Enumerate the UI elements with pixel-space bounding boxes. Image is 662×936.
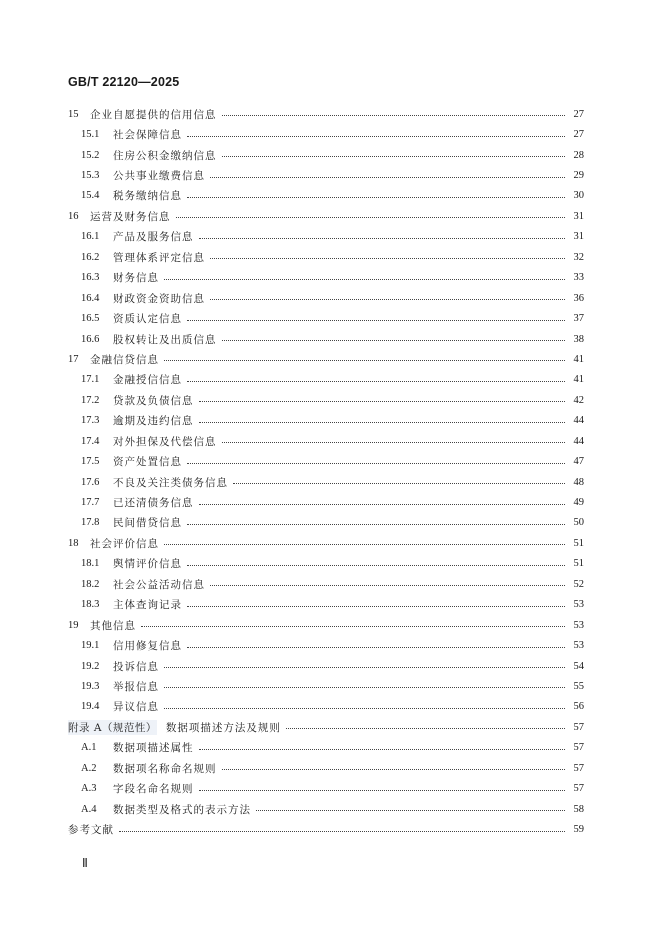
- toc-entry-number: 18: [68, 537, 79, 549]
- toc-entry-title: 社会评价信息: [90, 537, 159, 550]
- toc-entry[interactable]: [68, 635, 584, 655]
- toc-entry[interactable]: [68, 390, 584, 410]
- toc-entry-page: 41: [573, 353, 584, 365]
- toc-entry-title: 社会公益活动信息: [113, 578, 205, 591]
- dot-leader: [256, 809, 565, 811]
- toc-entry-title: 对外担保及代偿信息: [113, 435, 217, 448]
- dot-leader: [199, 748, 566, 750]
- toc-entry[interactable]: [68, 676, 584, 696]
- table-of-contents: [68, 104, 584, 840]
- toc-entry-page: 48: [573, 476, 584, 488]
- dot-leader: [164, 359, 565, 361]
- toc-entry[interactable]: [68, 186, 584, 206]
- dot-leader: [210, 584, 565, 586]
- toc-entry-title: 数据项描述属性: [113, 742, 194, 755]
- toc-entry-number: A.2: [81, 762, 97, 774]
- toc-entry-page: 55: [573, 680, 584, 692]
- toc-entry-number: 16.2: [81, 251, 100, 263]
- toc-entry-title: 数据项名称命名规则: [113, 762, 217, 775]
- toc-entry[interactable]: [68, 145, 584, 165]
- toc-entry-number: 17: [68, 353, 79, 365]
- toc-entry-number: 17.1: [81, 374, 100, 386]
- dot-leader: [187, 196, 565, 198]
- toc-entry-page: 53: [573, 640, 584, 652]
- toc-entry-title: 已还清债务信息: [113, 497, 194, 510]
- toc-entry-title: 公共事业缴费信息: [113, 170, 205, 183]
- toc-entry-number: 16.4: [81, 292, 100, 304]
- dot-leader: [187, 523, 565, 525]
- dot-leader: [210, 298, 565, 300]
- toc-entry-page: 56: [573, 701, 584, 713]
- toc-entry[interactable]: [68, 227, 584, 247]
- toc-entry-number: 18.3: [81, 599, 100, 611]
- toc-entry-number: 15.3: [81, 170, 100, 182]
- dot-leader: [222, 155, 566, 157]
- toc-entry-page: 31: [573, 210, 584, 222]
- toc-entry-title: 其他信息: [90, 619, 136, 632]
- toc-entry-number: 15: [68, 108, 79, 120]
- toc-entry[interactable]: [68, 431, 584, 451]
- toc-entry-title: 产品及服务信息: [113, 231, 194, 244]
- toc-entry-page: 59: [573, 824, 584, 836]
- toc-entry[interactable]: [68, 288, 584, 308]
- toc-entry[interactable]: [68, 717, 584, 737]
- toc-entry-number: 18.2: [81, 578, 100, 590]
- toc-entry-title: 不良及关注类债务信息: [113, 476, 228, 489]
- toc-entry[interactable]: [68, 758, 584, 778]
- toc-entry-title: 运营及财务信息: [90, 210, 171, 223]
- toc-entry-number: 17.3: [81, 415, 100, 427]
- toc-entry[interactable]: [68, 104, 584, 124]
- dot-leader: [187, 135, 565, 137]
- dot-leader: [222, 339, 566, 341]
- dot-leader: [199, 400, 566, 402]
- toc-entry-title: 异议信息: [113, 701, 159, 714]
- dot-leader: [199, 789, 566, 791]
- toc-entry[interactable]: [68, 165, 584, 185]
- toc-entry[interactable]: [68, 329, 584, 349]
- toc-entry-page: 52: [573, 578, 584, 590]
- dot-leader: [164, 666, 565, 668]
- dot-leader: [187, 564, 565, 566]
- toc-entry-number: 16: [68, 210, 79, 222]
- toc-entry-number: A.1: [81, 742, 97, 754]
- dot-leader: [187, 462, 565, 464]
- toc-entry[interactable]: [68, 124, 584, 144]
- toc-entry-page: 33: [573, 272, 584, 284]
- toc-entry-number: 19: [68, 619, 79, 631]
- toc-entry-number: 17.6: [81, 476, 100, 488]
- toc-entry-page: 32: [573, 251, 584, 263]
- page-number: Ⅱ: [82, 856, 88, 870]
- dot-leader: [199, 421, 566, 423]
- toc-entry-title: 投诉信息: [113, 660, 159, 673]
- toc-entry-page: 57: [573, 783, 584, 795]
- toc-entry-page: 51: [573, 558, 584, 570]
- toc-entry-title: 住房公积金缴纳信息: [113, 149, 217, 162]
- toc-entry-page: 28: [573, 149, 584, 161]
- dot-leader: [187, 605, 565, 607]
- toc-entry-title: 金融信贷信息: [90, 353, 159, 366]
- toc-entry-number: 19.2: [81, 660, 100, 672]
- dot-leader: [199, 503, 566, 505]
- toc-entry[interactable]: [68, 451, 584, 471]
- toc-entry-number: 16.1: [81, 231, 100, 243]
- toc-entry-number: 16.3: [81, 272, 100, 284]
- toc-entry[interactable]: [68, 697, 584, 717]
- toc-entry-page: 57: [573, 721, 584, 733]
- toc-entry[interactable]: [68, 819, 584, 839]
- toc-entry-title: 主体查询记录: [113, 599, 182, 612]
- toc-entry[interactable]: [68, 206, 584, 226]
- dot-leader: [164, 278, 565, 280]
- toc-entry-page: 27: [573, 108, 584, 120]
- toc-entry-title: 股权转让及出质信息: [113, 333, 217, 346]
- toc-entry-title: 举报信息: [113, 680, 159, 693]
- toc-entry-page: 30: [573, 190, 584, 202]
- dot-leader: [222, 114, 566, 116]
- toc-entry-page: 53: [573, 599, 584, 611]
- toc-entry-title: 数据类型及格式的表示方法: [113, 803, 251, 816]
- toc-entry-title: 社会保障信息: [113, 129, 182, 142]
- toc-entry-title: 财政资金资助信息: [113, 292, 205, 305]
- toc-entry-page: 41: [573, 374, 584, 386]
- toc-entry-title: 民间借贷信息: [113, 517, 182, 530]
- toc-entry-page: 57: [573, 742, 584, 754]
- dot-leader: [187, 380, 565, 382]
- toc-entry[interactable]: [68, 370, 584, 390]
- dot-leader: [222, 768, 566, 770]
- dot-leader: [210, 176, 565, 178]
- toc-entry[interactable]: [68, 533, 584, 553]
- toc-entry-page: 37: [573, 313, 584, 325]
- toc-entry-page: 36: [573, 292, 584, 304]
- toc-entry-page: 47: [573, 456, 584, 468]
- dot-leader: [187, 646, 565, 648]
- dot-leader: [119, 830, 565, 832]
- toc-entry-number: 15.4: [81, 190, 100, 202]
- toc-entry-page: 38: [573, 333, 584, 345]
- dot-leader: [233, 482, 565, 484]
- toc-entry-page: 58: [573, 803, 584, 815]
- toc-entry-page: 31: [573, 231, 584, 243]
- toc-entry-number: 17.7: [81, 497, 100, 509]
- toc-entry-title: 资产处置信息: [113, 456, 182, 469]
- toc-entry[interactable]: [68, 411, 584, 431]
- toc-entry[interactable]: [68, 738, 584, 758]
- toc-entry-number: 16.6: [81, 333, 100, 345]
- toc-entry-page: 51: [573, 537, 584, 549]
- toc-entry[interactable]: [68, 349, 584, 369]
- toc-entry-title: 税务缴纳信息: [113, 190, 182, 203]
- toc-entry-page: 57: [573, 762, 584, 774]
- toc-entry-title: 参考文献: [68, 824, 114, 837]
- toc-entry-page: 54: [573, 660, 584, 672]
- dot-leader: [187, 319, 565, 321]
- dot-leader: [176, 216, 566, 218]
- toc-entry-title: 金融授信信息: [113, 374, 182, 387]
- toc-entry[interactable]: [68, 656, 584, 676]
- toc-entry[interactable]: [68, 492, 584, 512]
- toc-entry-page: 29: [573, 170, 584, 182]
- toc-entry-title: 资质认定信息: [113, 313, 182, 326]
- toc-entry-title: 字段名命名规则: [113, 783, 194, 796]
- toc-entry[interactable]: [68, 247, 584, 267]
- toc-entry-page: 27: [573, 129, 584, 141]
- toc-entry[interactable]: [68, 778, 584, 798]
- toc-entry-title: 逾期及违约信息: [113, 415, 194, 428]
- dot-leader: [164, 686, 565, 688]
- toc-entry-page: 49: [573, 497, 584, 509]
- toc-entry[interactable]: [68, 268, 584, 288]
- toc-entry-number: 17.2: [81, 394, 100, 406]
- toc-entry-number: 15.1: [81, 129, 100, 141]
- toc-entry[interactable]: [68, 554, 584, 574]
- dot-leader: [199, 237, 566, 239]
- dot-leader: [210, 257, 565, 259]
- toc-entry-title: 管理体系评定信息: [113, 251, 205, 264]
- toc-entry-title: 贷款及负债信息: [113, 394, 194, 407]
- toc-entry[interactable]: [68, 799, 584, 819]
- toc-entry-number: A.4: [81, 803, 97, 815]
- dot-leader: [286, 727, 565, 729]
- toc-entry-title: 信用修复信息: [113, 640, 182, 653]
- toc-entry[interactable]: [68, 513, 584, 533]
- toc-entry-number: 19.4: [81, 701, 100, 713]
- toc-entry-number: 17.4: [81, 435, 100, 447]
- toc-entry-title: 企业自愿提供的信用信息: [90, 108, 217, 121]
- toc-entry[interactable]: [68, 308, 584, 328]
- dot-leader: [164, 543, 565, 545]
- toc-entry-title: 财务信息: [113, 272, 159, 285]
- toc-entry-page: 53: [573, 619, 584, 631]
- toc-entry-number: 17.8: [81, 517, 100, 529]
- toc-entry-number: 17.5: [81, 456, 100, 468]
- toc-entry[interactable]: [68, 615, 584, 635]
- toc-entry-page: 44: [573, 435, 584, 447]
- toc-entry-number: 15.2: [81, 149, 100, 161]
- toc-entry[interactable]: [68, 574, 584, 594]
- toc-entry-number: 18.1: [81, 558, 100, 570]
- toc-entry-title: 数据项描述方法及规则: [165, 721, 281, 734]
- dot-leader: [222, 441, 566, 443]
- standard-number: GB/T 22120—2025: [68, 75, 180, 89]
- toc-entry-page: 44: [573, 415, 584, 427]
- toc-entry-number: 附录 A（规范性）: [68, 721, 157, 734]
- toc-entry[interactable]: [68, 472, 584, 492]
- toc-entry-number: A.3: [81, 783, 97, 795]
- toc-entry-number: 19.1: [81, 640, 100, 652]
- dot-leader: [164, 707, 565, 709]
- toc-entry-number: 19.3: [81, 680, 100, 692]
- toc-entry-number: 16.5: [81, 313, 100, 325]
- dot-leader: [141, 625, 565, 627]
- toc-entry[interactable]: [68, 595, 584, 615]
- toc-entry-page: 50: [573, 517, 584, 529]
- toc-entry-page: 42: [573, 394, 584, 406]
- toc-entry-title: 舆情评价信息: [113, 558, 182, 571]
